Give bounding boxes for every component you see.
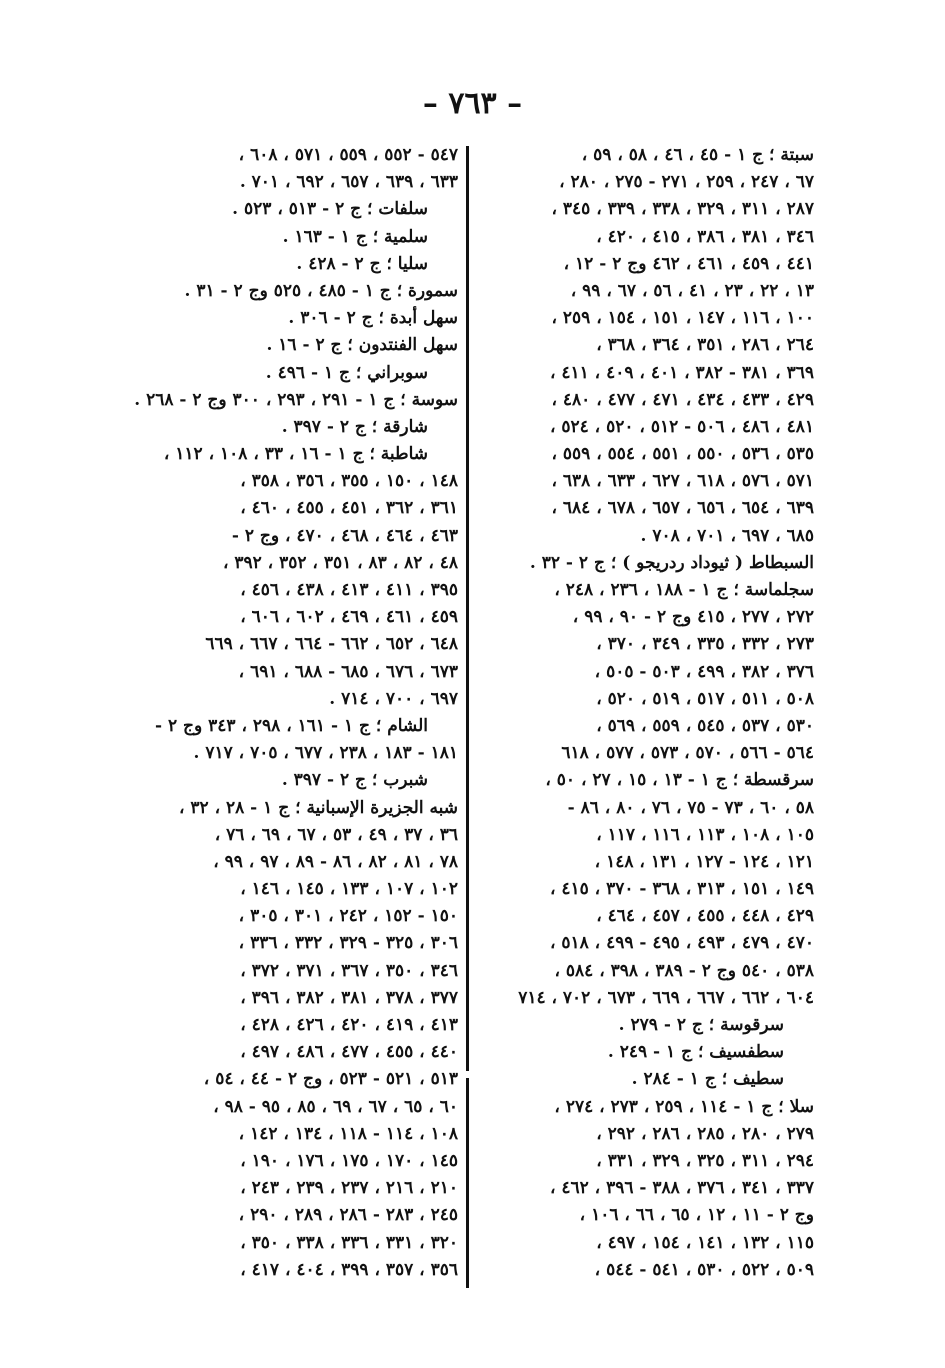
index-entry: سمورة ؛ ج ١ - ٤٨٥ ، ٥٢٥ وج ٢ - ٣١ . (184, 280, 458, 301)
index-entry: شارقة ؛ ج ٢ - ٣٩٧ . (281, 416, 428, 437)
index-line: ٤٥٩ ، ٤٦١ ، ٤٦٩ ، ٦٠٢ ، ٦٠٦ ، (240, 607, 458, 628)
index-line: ٣٢٠ ، ٣٣١ ، ٣٣٦ ، ٣٣٨ ، ٣٥٠ ، (240, 1232, 458, 1253)
index-entry: شبه الجزيرة الإسبانية ؛ ج ١ - ٢٨ ، ٣٢ ، (179, 797, 458, 818)
index-line: ٢٤٥ ، ٢٨٣ - ٢٨٦ ، ٢٨٩ ، ٢٩٠ ، (238, 1205, 458, 1226)
index-entry: شاطبة ؛ ج ١ - ١٦ ، ٣٣ ، ١٠٨ ، ١١٢ ، (163, 444, 428, 465)
index-line: ٣٤٦ ، ٣٨١ ، ٣٨٦ ، ٤١٥ ، ٤٢٠ ، (596, 226, 814, 247)
index-entry: سطفسيف ؛ ج ١ - ٢٤٩ . (607, 1042, 784, 1063)
index-line: ٦٣٩ ، ٦٥٤ ، ٦٥٦ ، ٦٥٧ ، ٦٧٨ ، ٦٨٤ ، (551, 498, 814, 519)
index-line: ٦٧ ، ٢٤٧ ، ٢٥٩ ، ٢٧١ - ٢٧٥ ، ٢٨٠ ، (559, 172, 814, 193)
index-line: ٤١٣ ، ٤١٩ ، ٤٢٠ ، ٤٢٦ ، ٤٢٨ ، (240, 1015, 458, 1035)
index-line: ١٠٠ ، ١١٦ ، ١٤٧ ، ١٥١ ، ١٥٤ ، ٢٥٩ ، (551, 308, 814, 329)
index-line: ٦٩٧ ، ٧٠٠ ، ٧١٤ . (329, 688, 458, 709)
index-entry: سلفات ؛ ج ٢ - ٥١٣ ، ٥٢٣ . (232, 199, 428, 220)
index-line: ١٣ ، ٢٢ ، ٢٣ ، ٤١ ، ٥٦ ، ٦٧ ، ٩٩ ، (570, 280, 814, 301)
index-line: ٢١٠ ، ٢١٦ ، ٢٣٧ ، ٢٣٩ ، ٢٤٣ ، (240, 1178, 458, 1199)
index-line: ٦٤٨ ، ٦٥٢ ، ٦٦٢ - ٦٦٤ ، ٦٦٧ ، ٦٦٩ (205, 634, 458, 655)
index-line: ١٤٥ ، ١٧٠ ، ١٧٥ ، ١٧٦ ، ١٩٠ ، (240, 1150, 458, 1171)
index-line: ٤٨ ، ٨٢ ، ٨٣ ، ٣٥١ ، ٣٥٢ ، ٣٩٢ ، (222, 552, 458, 573)
index-line: ١٠٢ ، ١٠٧ ، ١٣٣ ، ١٤٥ ، ١٤٦ ، (240, 879, 458, 900)
index-line: ١٨١ - ١٨٣ ، ٢٣٨ ، ٦٧٧ ، ٧٠٥ ، ٧١٧ . (193, 743, 458, 764)
index-line: ٣٣٧ ، ٣٤١ ، ٣٧٦ ، ٣٨٨ - ٣٩٦ ، ٤٦٢ ، (549, 1178, 814, 1199)
index-line: ١٤٨ ، ١٥٠ ، ٣٥٥ ، ٣٥٦ ، ٣٥٨ ، (240, 471, 458, 492)
index-entry: سوسة ؛ ج ١ - ٢٩١ ، ٢٩٣ ، ٣٠٠ وج ٢ - ٢٦٨ . (134, 389, 458, 410)
index-entry: سطيف ؛ ج ١ - ٢٨٤ . (631, 1069, 784, 1090)
page-number: – ٧٦٣ – (422, 86, 523, 121)
index-line: ٥٨ ، ٦٠ ، ٧٣ - ٧٥ ، ٧٦ ، ٨٠ ، ٨٦ - (567, 797, 814, 818)
index-line: ٥٠٨ ، ٥١١ ، ٥١٧ ، ٥١٩ ، ٥٢٠ ، (596, 688, 814, 709)
index-line: ٦٣٣ ، ٦٣٩ ، ٦٥٧ ، ٦٩٢ ، ٧٠١ . (239, 172, 458, 193)
index-line: ٥٧١ ، ٥٧٦ ، ٦١٨ ، ٦٢٧ ، ٦٣٣ ، ٦٣٨ ، (551, 471, 814, 492)
index-line: ٣٠٦ ، ٣٢٥ - ٣٢٩ ، ٣٣٢ ، ٣٣٦ ، (238, 933, 458, 954)
index-line: ١٠٨ ، ١١٤ - ١١٨ ، ١٣٤ ، ١٤٢ ، (238, 1123, 458, 1144)
index-line: ٥٣٨ ، ٥٤٠ وج ٢ - ٣٨٩ ، ٣٩٨ ، ٥٨٤ ، (554, 960, 814, 981)
index-line: ٤٢٩ ، ٤٤٨ ، ٤٥٥ ، ٤٥٧ ، ٤٦٤ ، (596, 906, 814, 927)
index-column-left (118, 142, 458, 1284)
index-line: ٥٤٧ - ٥٥٢ ، ٥٥٩ ، ٥٧١ ، ٦٠٨ ، (238, 145, 458, 165)
index-line: ٥٣٥ ، ٥٣٦ ، ٥٥٠ ، ٥٥١ ، ٥٥٤ ، ٥٥٩ ، (551, 444, 814, 465)
index-line: ٢٨٧ ، ٣١١ ، ٣٢٩ ، ٣٣٨ ، ٣٣٩ ، ٣٤٥ ، (551, 199, 814, 220)
index-line: ١٥٠ - ١٥٢ ، ٢٤٢ ، ٣٠١ ، ٣٠٥ ، (238, 906, 458, 927)
index-entry: سهل الفنتدون ؛ ج ٢ - ١٦ . (266, 335, 458, 356)
index-line: ٤٤٠ ، ٤٥٥ ، ٤٧٧ ، ٤٨٦ ، ٤٩٧ ، (240, 1042, 458, 1063)
index-entry: سلا ؛ ج ١ - ١١٤ ، ٢٥٩ ، ٢٧٣ ، ٢٧٤ ، (554, 1096, 814, 1117)
index-line: ٣٦١ ، ٣٦٢ ، ٤٥١ ، ٤٥٥ ، ٤٦٠ ، (240, 498, 458, 519)
index-line: ٦٨٥ ، ٦٩٧ ، ٧٠١ ، ٧٠٨ . (640, 525, 814, 546)
column-divider-upper (466, 146, 469, 1071)
index-entry: سوبراني ؛ ج ١ - ٤٩٦ . (265, 362, 428, 383)
index-entry: سرقسطة ؛ ج ١ - ١٣ ، ١٥ ، ٢٧ ، ٥٠ ، (545, 770, 814, 791)
index-line: ١٢١ ، ١٢٤ - ١٢٧ ، ١٣١ ، ١٤٨ ، (594, 851, 814, 872)
index-line: ١٠٥ ، ١٠٨ ، ١١٣ ، ١١٦ ، ١١٧ ، (596, 824, 814, 845)
index-entry: السبطاط ( ثيوداد ردريجو ) ؛ ج ٢ - ٣٢ . (529, 552, 814, 573)
index-line: ٦٧٣ ، ٦٧٦ ، ٦٨٥ - ٦٨٨ ، ٦٩١ ، (238, 661, 458, 682)
index-line: ٢٧٢ ، ٢٧٧ ، ٤١٥ وج ٢ - ٩٠ ، ٩٩ ، (572, 607, 814, 628)
index-entry: شبرب ؛ ج ٢ - ٣٩٧ . (281, 770, 428, 791)
index-line: ٦٠٤ ، ٦٦٢ ، ٦٦٧ ، ٦٦٩ ، ٦٧٣ ، ٧٠٢ ، ٧١٤ (518, 987, 814, 1008)
index-line: ٤٨١ ، ٤٨٦ ، ٥٠٦ - ٥١٢ ، ٥٢٠ ، ٥٢٤ ، (549, 416, 814, 437)
index-line: ٢٩٤ ، ٣١١ ، ٣٢٥ ، ٣٢٩ ، ٣٣١ ، (596, 1150, 814, 1171)
index-line: ٦٠ ، ٦٥ ، ٦٧ ، ٦٩ ، ٨٥ ، ٩٥ - ٩٨ ، (213, 1096, 458, 1117)
index-entry: سجلماسة ؛ ج ١ - ١٨٨ ، ٢٣٦ ، ٢٤٨ ، (554, 580, 814, 600)
index-column-right (486, 142, 814, 1284)
index-entry: سلمية ؛ ج ١ - ١٦٣ . (282, 226, 428, 247)
index-line: ٣٦٩ ، ٣٨١ - ٣٨٢ ، ٤٠١ ، ٤٠٩ ، ٤١١ ، (549, 362, 814, 383)
index-line: ٤٧٠ ، ٤٧٩ ، ٤٩٣ ، ٤٩٥ - ٤٩٩ ، ٥١٨ ، (549, 933, 814, 954)
index-line: ٥٦٤ - ٥٦٦ ، ٥٧٠ ، ٥٧٣ ، ٥٧٧ ، ٦١٨ (561, 743, 814, 764)
index-line: ٧٨ ، ٨١ ، ٨٢ ، ٨٦ - ٨٩ ، ٩٧ ، ٩٩ ، (213, 851, 458, 872)
index-entry: سهل أبدة ؛ ج ٢ - ٣٠٦ . (288, 308, 458, 329)
index-line: ٤٦٣ ، ٤٦٤ ، ٤٦٨ ، ٤٧٠ ، وج ٢ - (231, 525, 458, 546)
index-line: ٥٠٩ ، ٥٢٢ ، ٥٣٠ ، ٥٤١ - ٥٤٤ ، (594, 1259, 814, 1280)
column-divider-lower (466, 1078, 469, 1288)
index-entry: سبتة ؛ ج ١ - ٤٥ ، ٤٦ ، ٥٨ ، ٥٩ ، (581, 145, 814, 165)
index-line: ٣٧٧ ، ٣٧٨ ، ٣٨١ ، ٣٨٢ ، ٣٩٦ ، (240, 987, 458, 1008)
index-entry: سرقوسة ؛ ج ٢ - ٢٧٩ . (618, 1015, 784, 1035)
index-line: ٣٥٦ ، ٣٥٧ ، ٣٩٩ ، ٤٠٤ ، ٤١٧ ، (240, 1259, 458, 1280)
index-line: ٤٢٩ ، ٤٣٣ ، ٤٣٤ ، ٤٧١ ، ٤٧٧ ، ٤٨٠ ، (551, 389, 814, 410)
index-line: ٥٣٠ ، ٥٣٧ ، ٥٤٥ ، ٥٥٩ ، ٥٦٩ ، (596, 715, 814, 736)
index-line: ٣٦ ، ٣٧ ، ٤٩ ، ٥٣ ، ٦٧ ، ٦٩ ، ٧٦ ، (214, 824, 458, 845)
index-entry: الشام ؛ ج ١ - ١٦١ ، ٢٩٨ ، ٣٤٣ وج ٢ - (155, 715, 428, 736)
index-line: ٢٧٩ ، ٢٨٠ ، ٢٨٥ ، ٢٨٦ ، ٢٩٢ ، (596, 1123, 814, 1144)
index-line: ٣٩٥ ، ٤١١ ، ٤١٣ ، ٤٣٨ ، ٤٥٦ ، (240, 580, 458, 600)
index-line: ٢٦٤ ، ٢٨٦ ، ٣٥١ ، ٣٦٤ ، ٣٦٨ ، (596, 335, 814, 356)
index-line: وج ٢ - ١١ ، ١٢ ، ٦٥ ، ٦٦ ، ١٠٦ ، (579, 1205, 814, 1226)
index-line: ٤٤١ ، ٤٥٩ ، ٤٦١ ، ٤٦٢ وج ٢ - ١٢ ، (563, 253, 814, 274)
index-line: ٥١٣ ، ٥٢١ - ٥٢٣ ، وج ٢ - ٤٤ ، ٥٤ ، (203, 1069, 458, 1090)
index-line: ٢٧٣ ، ٣٣٢ ، ٣٣٥ ، ٣٤٩ ، ٣٧٠ ، (596, 634, 814, 655)
index-line: ٣٧٦ ، ٣٨٢ ، ٤٩٩ ، ٥٠٣ - ٥٠٥ ، (594, 661, 814, 682)
index-line: ١٤٩ ، ١٥١ ، ٣١٣ ، ٣٦٨ - ٣٧٠ ، ٤١٥ ، (549, 879, 814, 900)
index-line: ٣٤٦ ، ٣٥٠ ، ٣٦٧ ، ٣٧١ ، ٣٧٢ ، (240, 960, 458, 981)
index-entry: سليا ؛ ج ٢ - ٤٢٨ . (296, 253, 428, 274)
index-line: ١١٥ ، ١٣٢ ، ١٤١ ، ١٥٤ ، ٤٩٧ ، (596, 1232, 814, 1253)
